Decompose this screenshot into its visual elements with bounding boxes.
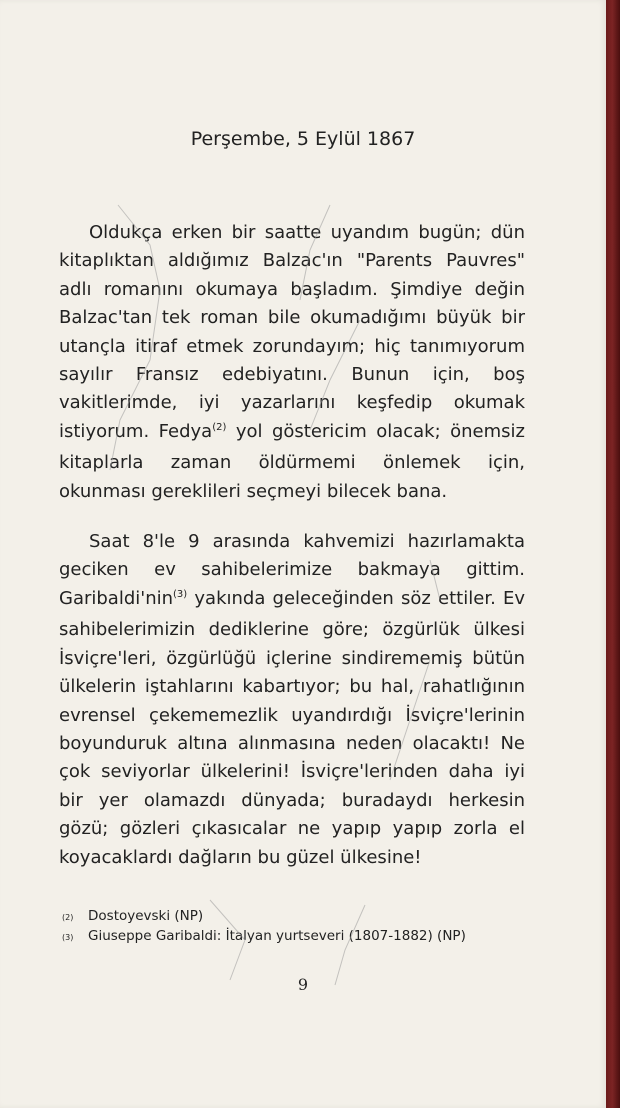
footnote-text: Giuseppe Garibaldi: İtalyan yurtseveri (1807-1882) (NP) xyxy=(88,928,466,944)
paragraph xyxy=(59,528,525,872)
diary-date-heading: Perşembe, 5 Eylül 1867 xyxy=(190,128,416,150)
footnote-mark: (3) xyxy=(62,933,74,942)
paragraph-text: Saat 8'le 9 arasında kahvemizi hazırlamakta geciken ev sahibelerimize bakmaya gittim. Garibaldi'nin xyxy=(59,531,525,609)
page-number: 9 xyxy=(297,975,309,994)
paragraph-text: Oldukça erken bir saatte uyandım bugün; dün kitaplıktan aldığımız Balzac'ın "Parents Pauvres" adlı romanını okumaya başladım. Şimdiye değin Balzac'tan tek roman bile okumadığımı büyük bir utançla itiraf etmek zorundayım; hiç tanımıyorum sayılır Fransız edebiyatını. Bunun için, boş vakitlerimde, iyi yazarlarını keşfedip okumak istiyorum. Fedya xyxy=(59,222,525,442)
paragraph xyxy=(59,219,525,506)
footnote-reference: (3) xyxy=(173,588,188,600)
book-edge xyxy=(606,0,620,1108)
paragraph-text: yol göstericim olacak; önemsiz kitaplarla zaman öldürmemi önlemek için, okunması gereklileri seçmeyi bilecek bana. xyxy=(59,420,525,502)
footnotes xyxy=(62,907,562,947)
footnote-text: Dostoyevski (NP) xyxy=(88,908,204,924)
footnote xyxy=(62,907,562,927)
footnote-mark: (2) xyxy=(62,913,74,922)
footnote-reference: (2) xyxy=(212,421,227,433)
footnote xyxy=(62,927,562,947)
paragraph-text: yakında geleceğinden söz ettiler. Ev sahibelerimizin dediklerine göre; özgürlük ülkesi İsviçre'leri, özgürlüğü içlerine sindirememiş bütün ülkelerin iştahlarını kabartıyor; bu hal, rahatlığının evrensel çekememezlik uyandırdığı İsviçre'lerinin boyunduruk altına alınmasına neden olacaktı! Ne çok seviyorlar ülkelerini! İsviçre'lerinden daha iyi bir yer olamazdı dünyada; buradaydı herkesin gözü; gözleri çıkasıcalar ne yapıp yapıp zorla el koyacaklardı dağların bu güzel ülkesine! xyxy=(59,587,525,868)
body-text xyxy=(59,219,525,872)
